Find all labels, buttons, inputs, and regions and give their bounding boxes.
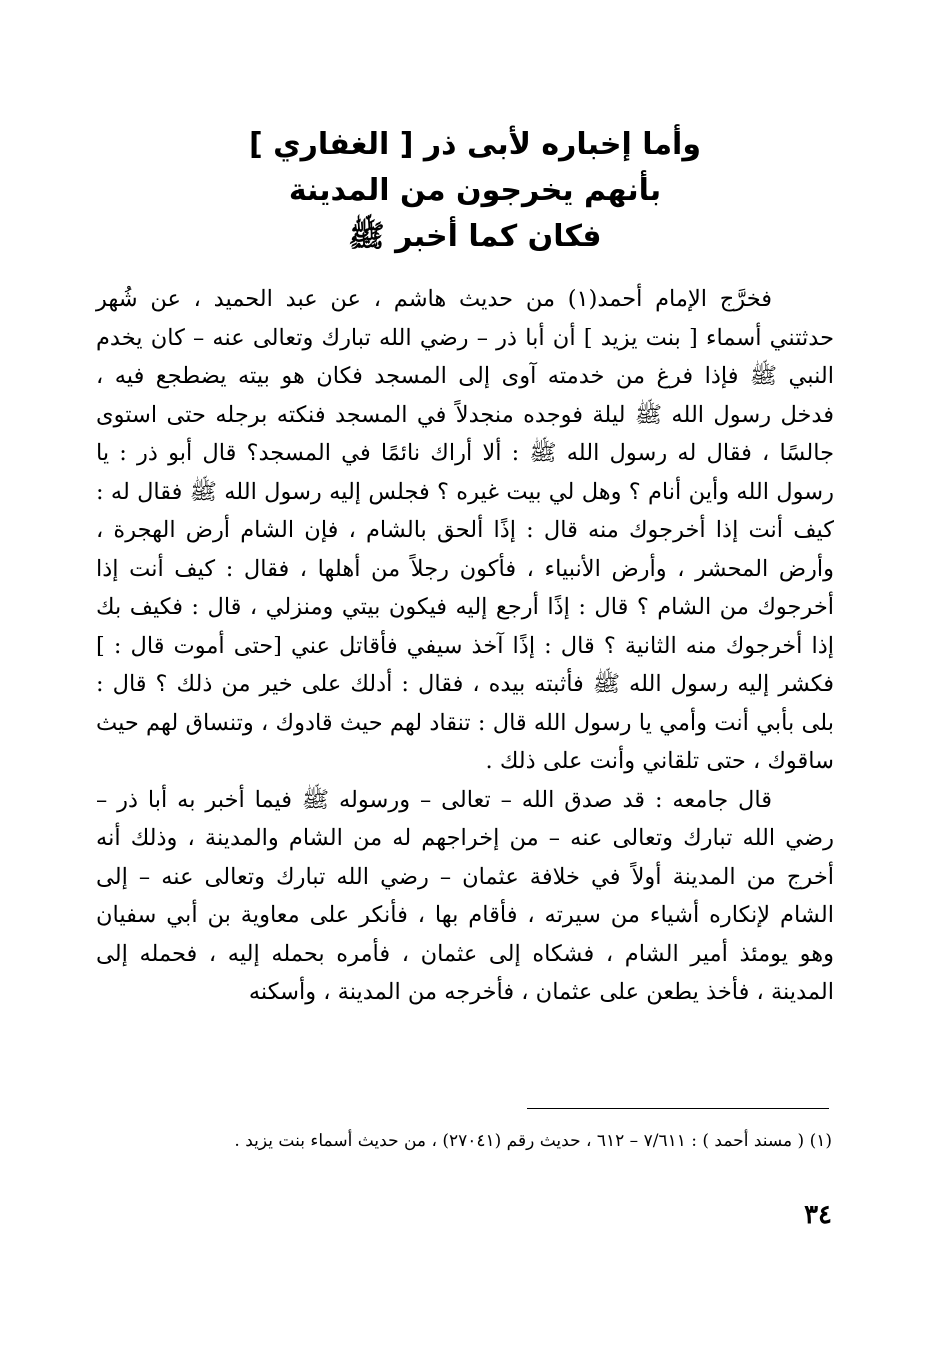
heading-line-3: فكان كما أخبر ﷺ bbox=[348, 219, 602, 254]
footnote-divider bbox=[527, 1108, 829, 1109]
body-text bbox=[96, 280, 834, 1012]
chapter-heading bbox=[150, 122, 800, 260]
heading-line-2: بأنهم يخرجون من المدينة bbox=[288, 173, 662, 208]
page-number: ٣٤ bbox=[804, 1200, 832, 1230]
paragraph-hadith: فخرَّج الإمام أحمد(١) من حديث هاشم ، عن عبد الحميد ، عن شُهر حدثتني أسماء [ بنت يزيد ] أن أبا ذر – رضي الله تبارك وتعالى عنه – كان يخدم النبي ﷺ فإذا فرغ من خدمته آوى إلى المسجد فكان هو بيته يضطجع فيه ، فدخل رسول الله ﷺ ليلة فوجده منجدلاً في المسجد فنكته برجله حتى استوى جالسًا ، فقال له رسول الله ﷺ : ألا أراك نائمًا في المسجد؟ قال أبو ذر : يا رسول الله وأين أنام ؟ وهل لي بيت غيره ؟ فجلس إليه رسول الله ﷺ فقال له : كيف أنت إذا أخرجوك منه قال : إذًا ألحق بالشام ، فإن الشام أرض الهجرة ، وأرض المحشر ، وأرض الأنبياء ، فأكون رجلاً من أهلها ، فقال : كيف أنت إذا أخرجوك من الشام ؟ قال : إذًا أرجع إليه فيكون بيتي ومنزلي ، قال : فكيف بك إذا أخرجوك منه الثانية ؟ قال : إذًا آخذ سيفي فأقاتل عني [حتى أموت قال : ] فكشر إليه رسول الله ﷺ فأثبته بيده ، فقال : أدلك على خير من ذلك ؟ قال : بلى بأبي أنت وأمي يا رسول الله قال : تنقاد لهم حيث قادوك ، وتنساق لهم حيث ساقوك ، حتى تلقاني وأنت على ذلك . bbox=[96, 286, 834, 774]
heading-line-1: وأما إخباره لأبى ذر [ الغفاري ] bbox=[249, 127, 701, 162]
footnote: (١) ( مسند أحمد ) : ٧/٦١١ – ٦١٢ ، حديث رقم (٢٧٠٤١) ، من حديث أسماء بنت يزيد . bbox=[234, 1131, 832, 1151]
paragraph-commentary: قال جامعه : قد صدق الله – تعالى – ورسوله ﷺ فيما أخبر به أبا ذر – رضي الله تبارك وتعالى عنه – من إخراجهم له من الشام والمدينة ، وذلك أنه أخرج من المدينة أولاً في خلافة عثمان – رضي الله تبارك وتعالى عنه – إلى الشام لإنكاره أشياء من سيرته ، فأقام بها ، فأنكر على معاوية بن أبي سفيان وهو يومئذ أمير الشام ، فشكاه إلى عثمان ، فأمره بحمله إليه ، فحمله إلى المدينة ، فأخذ يطعن على عثمان ، فأخرجه من المدينة ، وأسكنه bbox=[96, 786, 834, 1005]
